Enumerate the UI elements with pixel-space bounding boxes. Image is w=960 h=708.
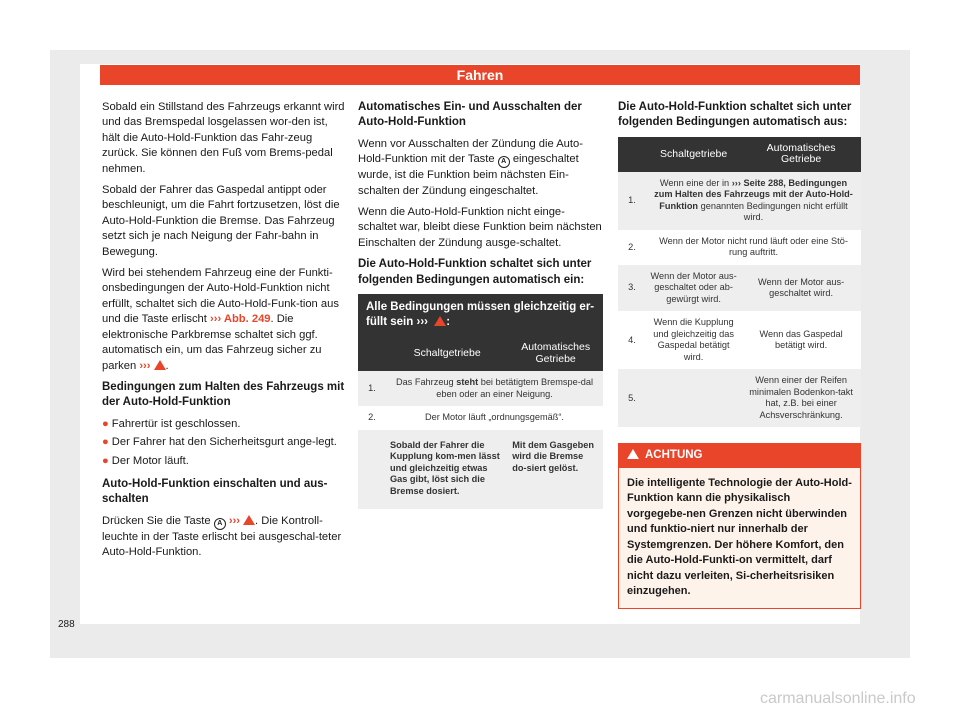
row-number: 4.	[618, 311, 646, 369]
paragraph: Sobald der Fahrer das Gaspedal antippt oder beschleunigt, um die Fahrt fortzusetzen, löst die Auto-Hold-Funktion die Bremse. Das Fahrzeug setzt sich je nach Neigung der Fahr-bahn in Bewegung.	[102, 184, 340, 258]
row-number: 1.	[358, 371, 386, 406]
page-number: 288	[58, 619, 75, 630]
table-cell: Das Fahrzeug steht bei betätigtem Bremspe-dal eben oder an einer Neigung.	[386, 371, 603, 406]
table-header-cell: Schaltgetriebe	[646, 137, 741, 172]
row-number: 3.	[618, 265, 646, 312]
watermark: carmanualsonline.info	[760, 690, 916, 707]
paragraph: Wenn vor Ausschalten der Zündung die Auto-Hold-Funktion mit der Taste A eingeschaltet wurde, ist die Funktion beim nächsten Ein-schalten der Zündung eingeschaltet.	[358, 137, 583, 197]
subheading: Bedingungen zum Halten des Fahrzeugs mit der Auto-Hold-Funktion	[102, 380, 345, 409]
subheading: Die Auto-Hold-Funktion schaltet sich unter folgenden Bedingungen automatisch ein:	[358, 258, 592, 286]
row-number: 2.	[618, 230, 646, 265]
table-cell	[646, 369, 741, 427]
section-header: Fahren	[100, 65, 860, 85]
table-header-cell: Schaltgetriebe	[386, 336, 508, 371]
table-header-cell: Automatisches Getriebe	[508, 336, 603, 371]
table-cell: Sobald der Fahrer die Kupplung kom-men lässt und gleichzeitig etwas Gas gibt, löst sich die Bremse dosiert.	[386, 430, 508, 510]
table-header-row	[358, 336, 603, 371]
warning-box	[618, 443, 861, 608]
table-row	[618, 311, 861, 369]
table-row	[358, 430, 603, 510]
subheading: Automatisches Ein- und Ausschalten der Auto-Hold-Funktion	[358, 101, 582, 129]
warning-triangle-icon	[434, 316, 446, 326]
table-header-cell	[618, 137, 646, 172]
reference-arrows: ›››	[139, 359, 151, 372]
table-header-cell	[358, 336, 386, 371]
table-row	[618, 172, 861, 230]
auto-hold-button-icon: A	[214, 518, 226, 530]
paragraph: Wird bei stehendem Fahrzeug eine der Funkti-onsbedingungen der Auto-Hold-Funktion nicht erfüllt, schaltet sich die Auto-Hold-Funk-tion aus und die Taste erlischt ››› Abb. 249. Die elektronische Parkbremse schaltet sich ggf. automatisch ein, um das Fahrzeug sicher zu parken ››› .	[102, 267, 339, 372]
conditions-on-table	[358, 336, 603, 509]
warning-triangle-icon	[243, 515, 255, 525]
list-item: ● Der Motor läuft.	[102, 454, 189, 467]
table-cell: Wenn das Gaspedal betätigt wird.	[741, 311, 861, 369]
warning-triangle-icon	[154, 360, 166, 370]
warning-box-header: ACHTUNG	[619, 444, 860, 467]
table-cell: Wenn der Motor aus-geschaltet wird.	[741, 265, 861, 312]
table-row	[618, 265, 861, 312]
paragraph: Drücken Sie die Taste A ››› . Die Kontroll-leuchte in der Taste erlischt bei ausgeschal-teter Auto-Hold-Funktion.	[102, 514, 342, 559]
column-3	[618, 100, 861, 609]
row-number: 1.	[618, 172, 646, 230]
column-2	[358, 100, 603, 509]
bullet-icon: ●	[102, 436, 109, 449]
bullet-icon: ●	[102, 417, 109, 430]
row-number: 5.	[618, 369, 646, 427]
subheading: Die Auto-Hold-Funktion schaltet sich unter folgenden Bedingungen automatisch aus:	[618, 101, 852, 129]
table-row	[358, 406, 603, 430]
warning-box-body: Die intelligente Technologie der Auto-Hold-Funktion kann die physikalisch vorgegebe-nen Grenzen nicht überwinden und funktio-niert nur innerhalb der Systemgrenzen. Der höhere Komfort, den die Auto-Hold-Funkti-on vermittelt, darf nicht dazu verleiten, Si-cherheitsrisiken einzugehen.	[619, 468, 860, 608]
page-link[interactable]: ››› Seite 288, Bedingungen zum Halten des Fahrzeugs mit der Auto-Hold-Funktion	[654, 177, 853, 211]
row-number: 2.	[358, 406, 386, 430]
table-cell: Wenn einer der Reifen minimalen Bodenkon-takt hat, z.B. bei einer Achsverschränkung.	[741, 369, 861, 427]
conditions-banner: Alle Bedingungen müssen gleichzeitig er-füllt sein ››› :	[358, 294, 603, 336]
table-row	[618, 369, 861, 427]
paragraph: Sobald ein Stillstand des Fahrzeugs erkannt wird und das Bremspedal losgelassen wor-den ist, hält die Auto-Hold-Funktion das Fahr-zeug zurück. Sie können den Fuß vom Brems-pedal nehmen.	[102, 101, 345, 175]
bullet-icon: ●	[102, 454, 109, 467]
list-item: ● Fahrertür ist geschlossen.	[102, 417, 241, 430]
table-cell: Wenn der Motor nicht rund läuft oder eine Stö-rung auftritt.	[646, 230, 861, 265]
reference-arrows: ›››	[228, 514, 241, 527]
paragraph: Wenn die Auto-Hold-Funktion nicht einge-schaltet war, bleibt diese Funktion beim nächsten Einschalten der Zündung ausge-schaltet.	[358, 206, 602, 249]
list-item: ● Der Fahrer hat den Sicherheitsgurt ange-legt.	[102, 436, 337, 449]
table-header-cell: Automatisches Getriebe	[741, 137, 861, 172]
table-cell: Wenn der Motor aus-geschaltet oder ab-gewürgt wird.	[646, 265, 741, 312]
auto-hold-button-icon: A	[498, 156, 510, 168]
table-header-row	[618, 137, 861, 172]
table-cell: Wenn die Kupplung und gleichzeitig das Gaspedal betätigt wird.	[646, 311, 741, 369]
warning-triangle-icon	[627, 449, 639, 459]
column-1	[102, 100, 347, 567]
table-cell: Der Motor läuft „ordnungsgemäß“.	[386, 406, 603, 430]
row-number	[358, 430, 386, 510]
table-cell: Mit dem Gasgeben wird die Bremse do-siert gelöst.	[508, 430, 603, 510]
table-cell: Wenn eine der in ››› Seite 288, Bedingungen zum Halten des Fahrzeugs mit der Auto-Hold-Funktion genannten Bedingungen nicht erfüllt wird.	[646, 172, 861, 230]
conditions-off-table	[618, 137, 861, 428]
table-row	[618, 230, 861, 265]
subheading: Auto-Hold-Funktion einschalten und aus-schalten	[102, 477, 328, 506]
figure-link[interactable]: ››› Abb. 249	[210, 313, 271, 326]
table-row	[358, 371, 603, 406]
